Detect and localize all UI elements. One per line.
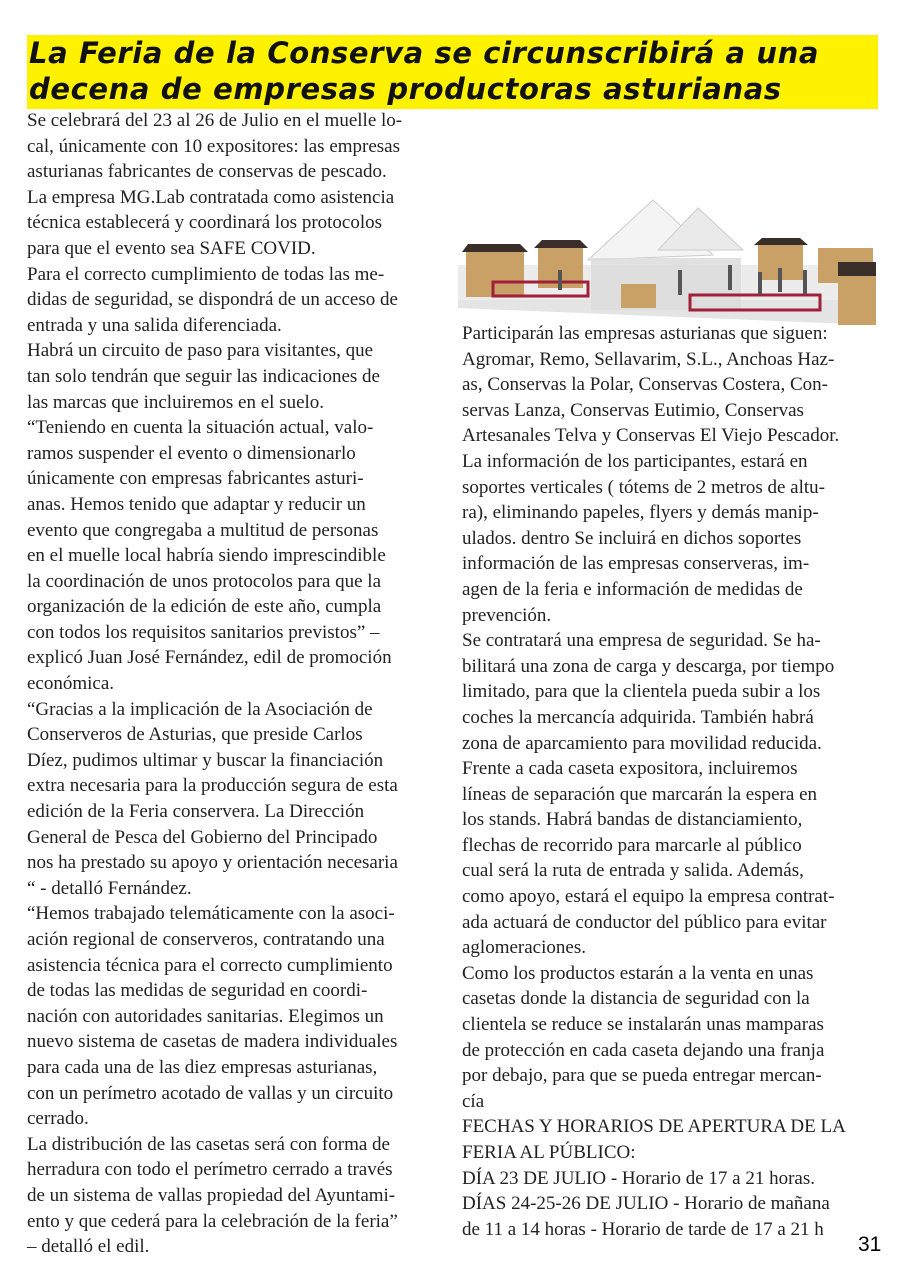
text-line: Frente a cada caseta expositora, incluiremos bbox=[462, 758, 798, 780]
text-line: casetas donde la distancia de seguridad con la bbox=[462, 988, 810, 1010]
text-line: Para el correcto cumplimiento de todas las me- bbox=[27, 263, 385, 285]
text-line: zona de aparcamiento para movilidad reducida. bbox=[462, 732, 822, 754]
text-line: herradura con todo el perímetro cerrado a través bbox=[27, 1159, 393, 1181]
text-line: La distribución de las casetas será con forma de bbox=[27, 1133, 390, 1155]
text-line: Agromar, Remo, Sellavarim, S.L., Anchoas Haz- bbox=[462, 348, 835, 370]
text-line: La empresa MG.Lab contratada como asistencia bbox=[27, 186, 395, 208]
text-line: prevención. bbox=[462, 604, 552, 626]
fair-rendering-image bbox=[458, 190, 876, 325]
text-line: de protección en cada caseta dejando una franja bbox=[462, 1039, 825, 1061]
text-line: cal, únicamente con 10 expositores: las empresas bbox=[27, 135, 401, 157]
text-line: cía bbox=[462, 1090, 485, 1112]
text-line: coches la mercancía adquirida. También habrá bbox=[462, 706, 814, 728]
headline-line: La Feria de la Conserva se circunscribirá a una bbox=[29, 36, 820, 70]
text-line: soportes verticales ( tótems de 2 metros de altu- bbox=[462, 476, 826, 498]
text-line: as, Conservas la Polar, Conservas Costera, Con- bbox=[462, 374, 828, 396]
text-line: las marcas que incluiremos en el suelo. bbox=[27, 391, 325, 413]
text-line: ramos suspender el evento o dimensionarlo bbox=[27, 442, 356, 464]
text-line: ación regional de conserveros, contratando una bbox=[27, 929, 385, 950]
text-line: Como los productos estarán a la venta en unas bbox=[462, 962, 814, 984]
text-line: tan solo tendrán que seguir las indicaciones de bbox=[27, 365, 380, 387]
text-line: para cada una de las diez empresas asturianas, bbox=[27, 1056, 378, 1078]
text-line: la coordinación de unos protocolos para que la bbox=[27, 570, 382, 592]
text-line: DÍAS 24-25-26 DE JULIO - Horario de mañana bbox=[462, 1193, 830, 1215]
text-line: líneas de separación que marcarán la espera en bbox=[462, 783, 817, 805]
text-line: didas de seguridad, se dispondrá de un acceso de bbox=[27, 289, 398, 311]
right-column-text bbox=[462, 321, 846, 1242]
text-line: técnica establecerá y coordinará los protocolos bbox=[27, 212, 383, 234]
headline-line: decena de empresas productoras asturianas bbox=[29, 72, 782, 106]
text-line: ento y que cederá para la celebración de la feria” bbox=[27, 1210, 398, 1232]
left-column-text bbox=[27, 108, 402, 1260]
text-line: “Gracias a la implicación de la Asociación de bbox=[27, 698, 373, 720]
text-line: aglomeraciones. bbox=[462, 937, 586, 959]
text-line: Se celebrará del 23 al 26 de Julio en el muelle lo- bbox=[27, 110, 403, 131]
page-number: 31 bbox=[858, 1233, 882, 1256]
text-line: asistencia técnica para el correcto cumplimiento bbox=[27, 954, 393, 976]
text-line: clientela se reduce se instalarán unas mamparas bbox=[462, 1014, 824, 1036]
text-line: General de Pesca del Gobierno del Principado bbox=[27, 826, 378, 848]
text-line: anas. Hemos tenido que adaptar y reducir un bbox=[27, 493, 366, 515]
text-line: de un sistema de vallas propiedad del Ayuntami- bbox=[27, 1184, 396, 1206]
text-line: Habrá un circuito de paso para visitantes, que bbox=[27, 340, 374, 362]
text-line: cerrado. bbox=[27, 1108, 89, 1130]
text-line: únicamente con empresas fabricantes asturi- bbox=[27, 468, 364, 490]
text-line: “Teniendo en cuenta la situación actual, valo- bbox=[27, 417, 374, 439]
text-line: DÍA 23 DE JULIO - Horario de 17 a 21 horas. bbox=[462, 1167, 816, 1189]
text-line: los stands. Habrá bandas de distanciamiento, bbox=[462, 809, 803, 831]
text-line: entrada y una salida diferenciada. bbox=[27, 314, 282, 336]
text-line: información de las empresas conserveras, im- bbox=[462, 553, 810, 575]
text-line: de 11 a 14 horas - Horario de tarde de 17 a 21 h bbox=[462, 1218, 824, 1240]
text-line: agen de la feria e información de medidas de bbox=[462, 578, 803, 600]
text-line: ra), eliminando papeles, flyers y demás manip- bbox=[462, 502, 819, 524]
text-line: Artesanales Telva y Conservas El Viejo Pescador. bbox=[462, 425, 840, 447]
text-line: evento que congregaba a multitud de personas bbox=[27, 519, 379, 541]
text-line: servas Lanza, Conservas Eutimio, Conservas bbox=[462, 399, 804, 421]
text-line: La información de los participantes, estará en bbox=[462, 450, 808, 472]
text-line: Participarán las empresas asturianas que siguen: bbox=[462, 323, 828, 344]
text-line: ulados. dentro Se incluirá en dichos soportes bbox=[462, 527, 802, 549]
text-line: Díez, pudimos ultimar y buscar la financiación bbox=[27, 749, 384, 771]
text-line: de todas las medidas de seguridad en coordi- bbox=[27, 980, 368, 1002]
text-line: nuevo sistema de casetas de madera individuales bbox=[27, 1031, 398, 1053]
text-line: ada actuará de conductor del público para evitar bbox=[462, 911, 827, 933]
text-line: Se contratará una empresa de seguridad. Se ha- bbox=[462, 630, 821, 652]
text-line: como apoyo, estará el equipo la empresa contrat- bbox=[462, 886, 835, 908]
text-line: organización de la edición de este año, cumpla bbox=[27, 596, 382, 618]
text-line: “Hemos trabajado telemáticamente con la asoci- bbox=[27, 903, 395, 925]
text-line: con un perímetro acotado de vallas y un circuito bbox=[27, 1082, 394, 1104]
text-line: edición de la Feria conservera. La Dirección bbox=[27, 801, 365, 823]
text-line: para que el evento sea SAFE COVID. bbox=[27, 237, 316, 259]
text-line: con todos los requisitos sanitarios previstos” – bbox=[27, 621, 380, 643]
headline bbox=[27, 35, 878, 109]
text-line: – detalló el edil. bbox=[27, 1236, 150, 1258]
text-line: en el muelle local habría siendo imprescindible bbox=[27, 545, 386, 567]
text-line: FECHAS Y HORARIOS DE APERTURA DE LA bbox=[462, 1116, 846, 1138]
text-line: limitado, para que la clientela pueda subir a los bbox=[462, 681, 821, 703]
text-line: extra necesaria para la producción segura de esta bbox=[27, 775, 398, 797]
text-line: por debajo, para que se pueda entregar mercan- bbox=[462, 1065, 822, 1087]
text-line: explicó Juan José Fernández, edil de promoción bbox=[27, 647, 392, 669]
text-line: cual será la ruta de entrada y salida. Además, bbox=[462, 860, 804, 882]
text-line: Conserveros de Asturias, que preside Carlos bbox=[27, 724, 363, 746]
text-line: nación con autoridades sanitarias. Elegimos un bbox=[27, 1005, 384, 1027]
text-line: asturianas fabricantes de conservas de pescado. bbox=[27, 161, 387, 183]
text-line: “ - detalló Fernández. bbox=[27, 877, 192, 899]
text-line: bilitará una zona de carga y descarga, por tiempo bbox=[462, 655, 835, 677]
text-line: económica. bbox=[27, 673, 115, 695]
text-line: flechas de recorrido para marcarle al público bbox=[462, 834, 802, 856]
text-line: FERIA AL PÚBLICO: bbox=[462, 1142, 636, 1163]
text-line: nos ha prestado su apoyo y orientación necesaria bbox=[27, 852, 398, 874]
